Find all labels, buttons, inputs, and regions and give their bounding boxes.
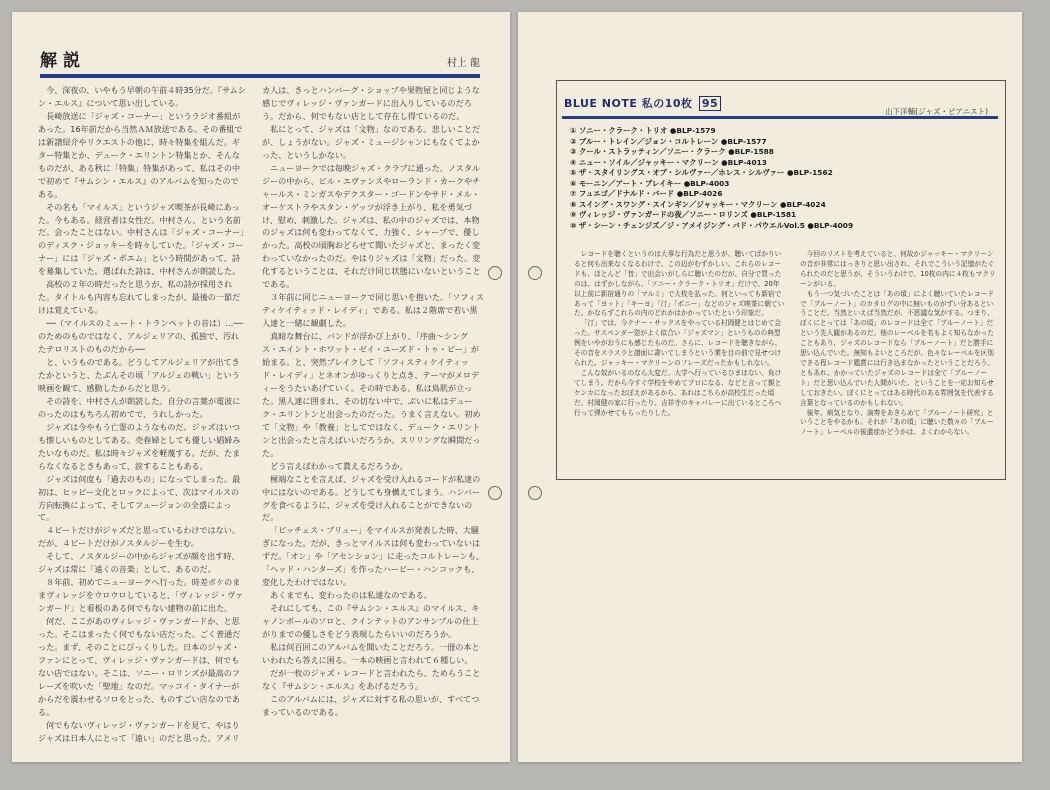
left-page: [12, 12, 510, 762]
paragraph: 何だ、ここがあのヴィレッジ・ヴァンガードか、と思った。そこはまったく何でもない店だった。ごく普通だった。まず、そのことにびっくりした。日本のジャズ・ファンにとって、ヴィレッジ・ヴァンガードは、何でもない店ではない。そこは、ソニー・ロリンズが最高のフレーズを吹いた「聖地」なのだ。マッコイ・タイナーがからだを震わせるソロをとった、ものすごい店なのである。: [38, 616, 241, 717]
paragraph: このアルバムには、ジャズに対する私の思いが、すべてつまっているのである。: [262, 693, 480, 717]
paragraph: 高校の２年の時だったと思うが、私の詩が採用された。タイトルも内容も忘れてしまったが、最後の一節だけは覚えている。: [38, 279, 241, 316]
feature-rule: [562, 116, 998, 119]
list-item: ⑥ モーニン／アート・ブレイキー ●BLP-4003: [570, 178, 730, 188]
paragraph: 「ビッチェス・ブリュー」をマイルスが発表した時、大騒ぎになった。だが、きっとマイルスは何も変わっていないはずだ。「オン」や「アセンション」に走ったコルトレーンも、「ヘッド・ハンターズ」を作ったハービー・ハンコックも、変化したわけではない。: [262, 525, 484, 588]
paragraph: ３年前に同じニューヨークで同じ思いを抱いた。「ソフィスティケイティッド・レイディ」である。私は２階席で若い黒人達と一緒に観劇した。: [262, 292, 484, 329]
paragraph: ４ビートだけがジャズだと思っているわけではない。だが、４ビートだけがノスタルジーを生む。: [38, 525, 240, 549]
paragraph: ジャズは今やもう亡霊のようなものだ。ジャズはいつも懐しいものとしてある。売春婦としても優しい娼婦みたいなものだ。私は時々ジャズを軽蔑する。だが、たまらなくなるときもあって、涙することもある。: [38, 421, 241, 471]
feature-author: 山下洋輔(ジャズ・ピアニスト): [885, 107, 988, 116]
paragraph: 極端なことを言えば、ジャズを受け入れるコードが私達の中にはないのである。どうしても身構えてしまう。ハンバーグを食べるように、ジャズを受け入れることができないのだ。: [262, 473, 481, 523]
paragraph: その名も「マイルス」というジャズ喫茶が長崎にあった。今もある。経営者は女性だ。中村さん、という名前だ。会ったことはない。中村さんは「ジャズ・コーナー」のディスク・ジョッキーを時々していた。「ジャズ・コーナー」には「ジャズ・ポエム」という時間があって、詩を募集していた。選ばれた詩は、中村さんが朗読した。: [38, 201, 245, 277]
paragraph: レコードを聴くというのは大事な行為だと思うが、聴いてばかりいると何も出来なくなるわけで、この辺がむずかしい。これらのレコードも、ほとんど「昔」で出会いがしらに聴いたのだが、自分で買ったのは、はずかしながら、「ソニー・クラーク・トリオ」だけで、20年以上前に新宿通りの「マルミ」で大枚を払った。何といっても新宿であって「ヨット」「キーヨ」「汀」「ポニー」などのジャズ喫茶に朝ていた。かならずこれらの内のどれかはかかっていたという印象だ。: [574, 250, 785, 318]
feature-column-1: [574, 250, 786, 460]
list-item: ④ ニュー・ソイル／ジャッキー・マクリーン ●BLP-4013: [570, 157, 767, 167]
paragraph: 長崎放送に「ジャズ・コーナー」というラジオ番組があった。16年前だから当然ＡＭ放送である。その番組では新譜紹介やリクエストの他に、時々特集を組んだ。ギター特集とか、デューク・エリントン特集とか、そんなものだが、ある秋に「特集」特集があって、私はその中で初めて『サムシン・エルス』のアルバムを知ったのである。: [38, 110, 243, 199]
feature-title: [564, 95, 721, 111]
list-item: ⑨ ヴィレッジ・ヴァンガードの夜／ソニー・ロリンズ ●BLP-1581: [570, 210, 797, 219]
paragraph: 何でもないヴィレッジ・ヴァンガードを見て、やはりジャズは日本人にとって「遠い」のだと思った。アメリ: [38, 719, 240, 743]
paragraph: 今、深夜の、いやもう早朝の午前４時35分だ。『サムシン・エルス』について思い出している。: [38, 85, 246, 108]
list-item: ② ブルー・トレイン／ジョン・コルトレーン ●BLP-1577: [570, 136, 767, 146]
paragraph: その詩を、中村さんが朗読した。自分の言葉が電波にのったのはもちろん初めてで、うれしかった。: [38, 395, 241, 419]
paragraph: と、いうものである。どうしてアルジェリアが出てきたかというと、たぶんその頃「アルジェの戦い」という映画を観て、感動したからだと思う。: [38, 357, 240, 393]
list-item: ③ クール・ストラッティン／ソニー・クラーク ●BLP-1588: [570, 147, 774, 156]
list-item: ⑩ ザ・シーン・チェンジズ／ジ・アメイジング・バド・パウエルVol.5 ●BLP-4009: [570, 220, 854, 230]
paragraph: あくまでも、変わったのは私達なのである。: [270, 590, 432, 601]
title-rule: [40, 74, 480, 78]
paragraph: そして、ノスタルジーの中からジャズが顔を出す時、ジャズは常に「遠くの音楽」として、あるのだ。: [38, 551, 240, 575]
list-item: ⑤ ザ・スタイリングス・オブ・シルヴァー／ホレス・シルヴァー ●BLP-1562: [570, 168, 833, 177]
paragraph: 私にとって、ジャズは「文物」なのである。悲しいことだが、しょうがない。ジャズ・ミュージシャンにもなくてよかった、というしかない。: [262, 123, 481, 160]
paragraph: 真暗な舞台に、バンドが浮かび上がり、「序曲〜シングス・エイント・ホワット・ゼイ・ユーズド・トゥ・ビー」が始まる。と、突然ブレイクして「ソフィスティケイティッド・レイディ」とネオンがゆっくりと点き、テーマがメロディーをうたいあげていく。その時である。私は鳥肌が立った。黒人達に囲まれ、その切ない中で、ぶいに私はデューク・エリントンと出会ったのだった。うまく言えない。初めて「文物」や「教養」としてではなく、デューク・エリントンと出会ったと言えばいいだろうか。スリリングな瞬間だった。: [262, 331, 481, 458]
binder-hole: [528, 486, 542, 500]
paragraph: 私は何百回このアルバムを聞いたことだろう。一冊の本といわれたら答えに困る。一本の映画と言われて６種しい。: [262, 641, 480, 665]
paragraph: ──（マイルスのミュート・トランペットの音は）…──のためのものではなく、アルジェリアの、孤独で、汚れたテロリストのものだから──: [38, 318, 244, 355]
page-header: [40, 44, 480, 74]
paragraph: 後年、病気となり、演奏をあきらめて「ブルーノート研究」ということをやるかも。それが「あの頃」に聴いた数々の「ブルーノート」レーベルの後遺症かどうかは、よくわからない。: [800, 408, 994, 437]
feature-column-2: [800, 250, 996, 460]
paragraph: ジャズは何度も「過去のもの」になってしまった。最初は、ヒッピー文化とロックによって、次はマイルスの方向転換によって、そしてフュージョンの全盛によって。: [38, 473, 241, 523]
paragraph: こんな奴がいるのなら大変だ、大学へ行っているひまはない、負けてしまう。だから今すぐ学校をやめてプロになる、などと言って親とケンカになったおぼえがあるから、あれはこちらが高校生だった頃だ。村岡健の家に行ったり、吉祥寺のキャバレーに出ているところへ行って弾かせてもらったりした。: [574, 368, 782, 417]
right-page: [518, 12, 1022, 762]
paragraph: ニューヨークでは毎晩ジャズ・クラブに通った。ノスタルジーの中から、ビル・エヴァンスやローランド・カークやチャールス・ミンガスやデクスター・ゴードンやサド・メル・オーケストラやスタン・ゲッツが浮き上がり、私を勇気づけ、慰め、刺激した。ジャズは、私の中のジャズでは、本物のジャズは何も変わってなくて、力強く、シャープで、優しかった。高校の頃胸おどらせて聞いたジャズと、まったく変わっていなかったのだ。やはりジャズは「文物」だった。変化するということは、それだけ同じ状態にいないということである。: [262, 162, 481, 290]
essay-column-1: [38, 84, 246, 743]
paragraph: だが一枚のジャズ・レコードと言われたら、ためらうことなく『サムシン・エルス』をあげるだろう。: [262, 667, 481, 691]
binder-hole: [488, 266, 502, 280]
page-title: 解説: [40, 51, 86, 71]
list-item: ① ソニー・クラーク・トリオ ●BLP-1579: [570, 126, 716, 135]
list-item: ⑧ スイング・スワング・スインギン／ジャッキー・マクリーン ●BLP-4024: [570, 199, 826, 209]
album-list: [570, 126, 990, 231]
paragraph: どう言えばわかって貰えるだろうか。: [270, 460, 408, 471]
issue-number: 95: [699, 96, 721, 111]
page-author: 村上 龍: [446, 58, 480, 69]
series-name: BLUE NOTE: [564, 97, 638, 110]
binder-hole: [488, 486, 502, 500]
paragraph: ８年前、初めてニューヨークへ行った。時差ボケのままヴィレッジをウロウロしていると、「ヴィレッジ・ヴァンガード」と看板のある何でもない建物の前に出た。: [38, 577, 244, 614]
feature-subtitle: 私の10枚: [641, 97, 693, 110]
list-item: ⑦ フュエゴ／ドナルド・バード ●BLP-4026: [570, 189, 723, 198]
paragraph: もう一つ気づいたことは「あの頃」によく聴いていたレコードで「ブルーノート」のカタログの中に無いものがずい分あるということだ。当然といえば当然だが、不思議な気がする。つまり、ぼくにとっては「あの頃」のレコードは全て「ブルーノート」だという先入観があるのだ。他のレーベルを名もよく知らなかったこともあり、ジャズのレコードなら「ブルーノート」だと勝手に思い込んでいた。無知もよいところだが、色々なレーベルを区別できる程レコード鑑賞には行き込まなかったということだろう。ともあれ、かかっていたジャズのレコードは全て「ブルーノート」だと思い込んでいた人間がいた、ということを一応お知らせしておきたい。ぼくにとってはある時代のある雰囲気を代表する言葉となっているのかもしれない。: [800, 289, 994, 407]
paragraph: 今回のリストを考えていると、何故かジャッキー・マクリーンの音が非常にはっきりと思い出され、それでこういう記憶がたぐられたのだと思うが、そういうわけで、10枚の内に４枚もマクリーンがいる。: [800, 250, 996, 288]
paragraph: それにしても、この『サムシン・エルス』のマイルス、キャノンボールのソロと、クインテットのアンサンブルの仕上がりまでの優しさをどう表現したらいいのだろうか。: [262, 603, 480, 640]
paragraph: カ人は、きっとハンバーグ・ショップや果物屋と同じような感じでヴィレッジ・ヴァンガードに出入りしているのだろう。だから、何でもない店として存在し得ているのだ。: [262, 85, 480, 121]
paragraph: 「汀」では、今テナー・サックスをやっている村岡健とはじめて会った。サスペンダー姿がよく似合い「ジャズマン」というものの典型例をいやがおうにも感じたものだ。さらに、レコードを聴きながら、その音をスラスラと譜面に書いてしまうという業を目の前で見せつけられた。ジャッキー・マクリーンのフレーズだったかもしれない。: [574, 319, 782, 367]
essay-column-2: [262, 84, 484, 717]
binder-hole: [528, 266, 542, 280]
